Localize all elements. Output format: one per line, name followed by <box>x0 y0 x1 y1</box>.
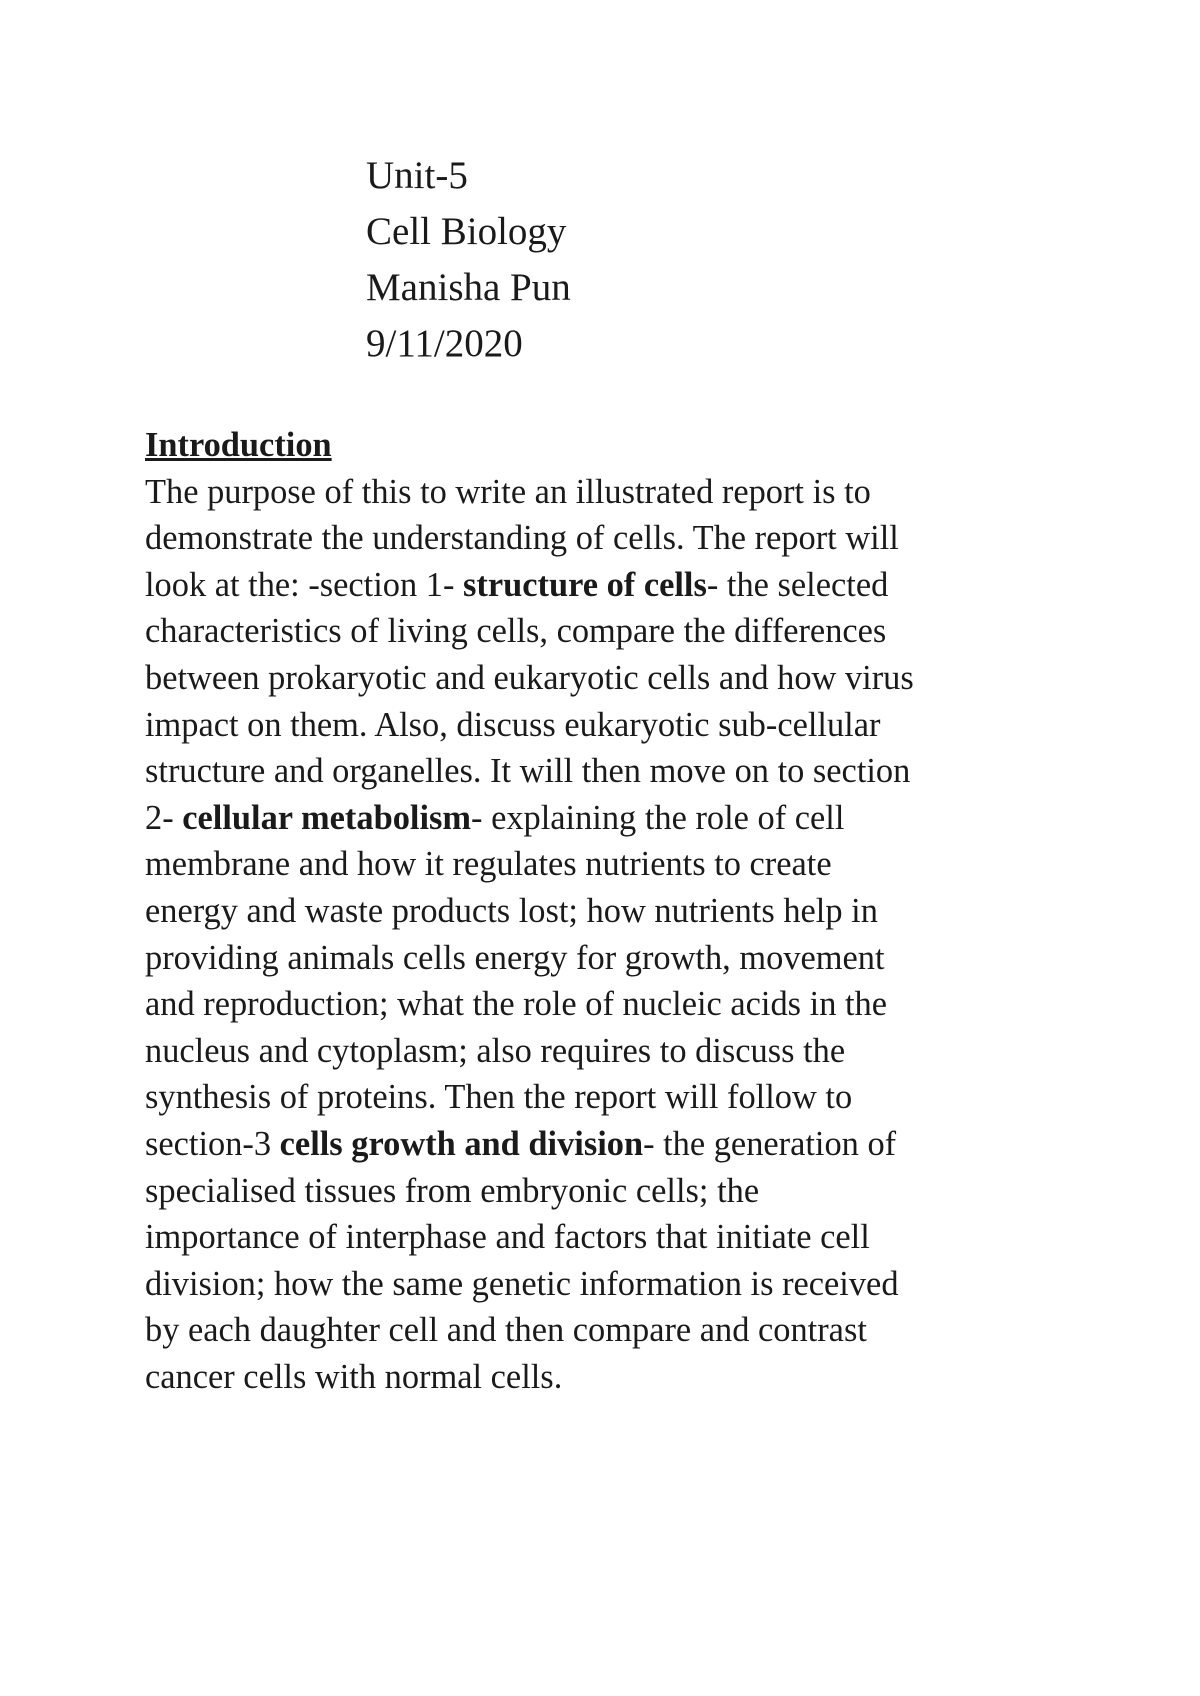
text-run: providing animals cells energy for growth, movement <box>145 938 885 977</box>
paragraph-line <box>145 1214 1065 1261</box>
text-run: - the selected <box>706 565 889 604</box>
text-run: 2- <box>145 798 183 837</box>
introduction-section <box>145 422 1065 1400</box>
paragraph-line <box>145 935 1065 982</box>
paragraph-line <box>145 469 1065 516</box>
paragraph-line <box>145 608 1065 655</box>
paragraph-line <box>145 748 1065 795</box>
text-run: nucleus and cytoplasm; also requires to discuss the <box>145 1031 846 1070</box>
author-name: Manisha Pun <box>366 266 571 309</box>
paragraph-line <box>145 981 1065 1028</box>
text-run: membrane and how it regulates nutrients to create <box>145 845 832 884</box>
text-run: section-3 <box>145 1124 280 1163</box>
paragraph-line <box>145 702 1065 749</box>
document-date: 9/11/2020 <box>366 322 523 365</box>
paragraph-line <box>145 1168 1065 1215</box>
paragraph-line <box>145 888 1065 935</box>
text-run: importance of interphase and factors that initiate cell <box>145 1218 870 1257</box>
title-block <box>366 148 571 372</box>
paragraph-line <box>145 1028 1065 1075</box>
text-run: between prokaryotic and eukaryotic cells and how virus <box>145 658 914 697</box>
subject-title: Cell Biology <box>366 210 567 253</box>
text-run: specialised tissues from embryonic cells; the <box>145 1171 760 1210</box>
paragraph-line <box>145 1354 1065 1401</box>
text-run: structure and organelles. It will then move on to section <box>145 752 911 791</box>
paragraph-line <box>145 1261 1065 1308</box>
paragraph-line <box>145 1074 1065 1121</box>
text-run: look at the: -section 1- <box>145 565 464 604</box>
text-run: by each daughter cell and then compare and contrast <box>145 1311 867 1350</box>
paragraph-line <box>145 795 1065 842</box>
paragraph-line <box>145 515 1065 562</box>
paragraph-line <box>145 655 1065 702</box>
text-run: The purpose of this to write an illustrated report is to <box>145 472 871 511</box>
unit-number: Unit-5 <box>366 154 468 197</box>
text-run: division; how the same genetic information is received <box>145 1264 899 1303</box>
bold-section-title: cellular metabolism <box>182 798 472 837</box>
text-run: demonstrate the understanding of cells. The report will <box>145 519 899 558</box>
text-run: impact on them. Also, discuss eukaryotic sub-cellular <box>145 705 881 744</box>
text-run: - explaining the role of cell <box>471 798 845 837</box>
section-heading: Introduction <box>145 426 332 464</box>
bold-section-title: structure of cells <box>463 565 707 604</box>
bold-section-title: cells growth and division <box>279 1124 644 1163</box>
text-run: and reproduction; what the role of nucleic acids in the <box>145 985 888 1024</box>
text-run: characteristics of living cells, compare the differences <box>145 612 887 651</box>
text-run: energy and waste products lost; how nutrients help in <box>145 891 878 930</box>
introduction-paragraph <box>145 469 1065 1401</box>
paragraph-line <box>145 841 1065 888</box>
paragraph-line <box>145 1121 1065 1168</box>
text-run: cancer cells with normal cells. <box>145 1357 563 1396</box>
paragraph-line <box>145 562 1065 609</box>
text-run: - the generation of <box>643 1124 897 1163</box>
paragraph-line <box>145 1307 1065 1354</box>
text-run: synthesis of proteins. Then the report will follow to <box>145 1078 853 1117</box>
